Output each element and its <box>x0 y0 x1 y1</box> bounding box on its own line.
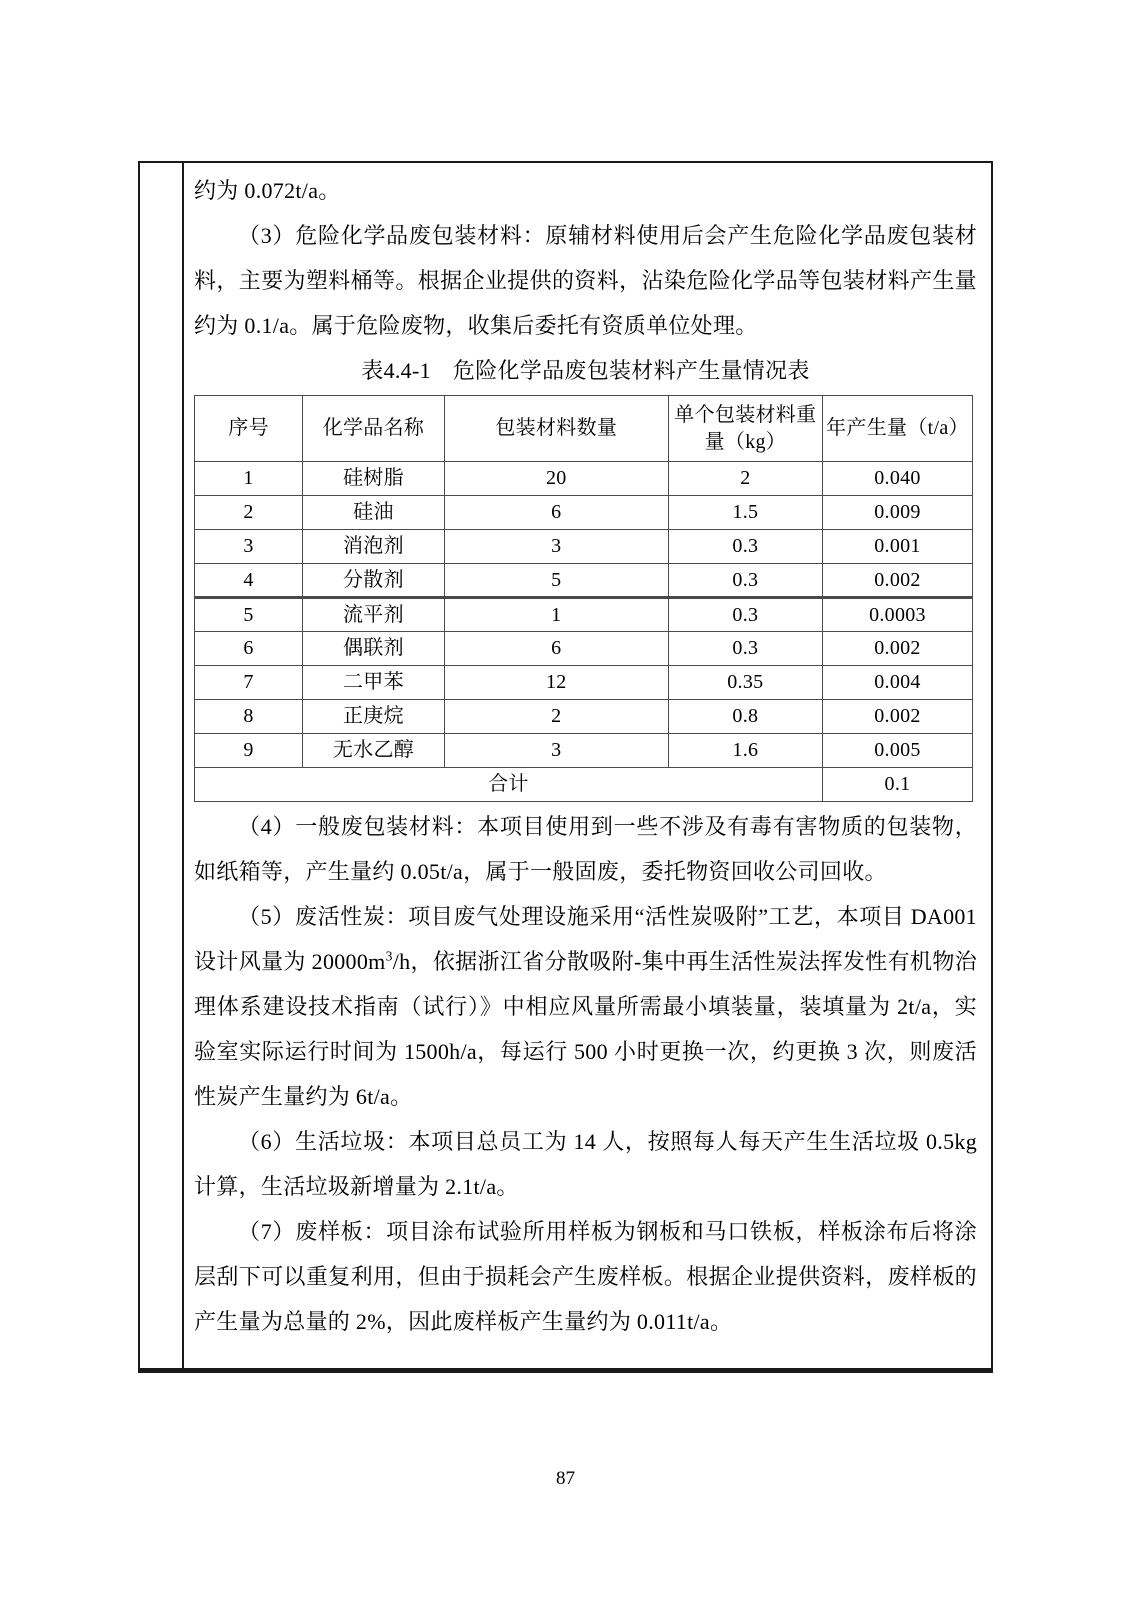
table-cell: 0.0003 <box>822 598 972 632</box>
paragraph-3: （3）危险化学品废包装材料：原辅材料使用后会产生危险化学品废包装材料，主要为塑料桶等。根据企业提供的资料，沾染危险化学品等包装材料产生量约为 0.1/a。属于危险废物，收集后委托有资质单位处理。 <box>194 223 977 338</box>
table-cell: 0.002 <box>822 564 972 598</box>
paragraph-4: （4）一般废包装材料：本项目使用到一些不涉及有毒有害物质的包装物，如纸箱等，产生量约 0.05t/a，属于一般固废，委托物资回收公司回收。 <box>194 814 977 884</box>
table-cell: 3 <box>444 734 668 768</box>
table-header-chemical-name: 化学品名称 <box>303 396 445 462</box>
paragraph-5 <box>194 894 977 1119</box>
table-cell: 0.3 <box>668 598 822 632</box>
document-border-box <box>138 161 993 1373</box>
table-cell: 6 <box>195 632 303 666</box>
table-cell: 2 <box>444 700 668 734</box>
table-row <box>195 734 973 768</box>
table-row <box>195 598 973 632</box>
table-total-row <box>195 768 973 802</box>
packaging-material-table <box>194 395 973 802</box>
table-cell: 5 <box>444 564 668 598</box>
table-caption-label: 表4.4-1 <box>361 358 431 383</box>
left-margin-column <box>140 163 184 1368</box>
table-cell: 3 <box>444 530 668 564</box>
table-cell: 6 <box>444 632 668 666</box>
table-cell: 0.3 <box>668 564 822 598</box>
table-header-unit-weight: 单个包装材料重量（kg） <box>668 396 822 462</box>
table-header-packaging-quantity: 包装材料数量 <box>444 396 668 462</box>
table-caption <box>194 348 977 393</box>
table-header-row <box>195 396 973 462</box>
paragraph-5-part2: /h，依据浙江省分散吸附-集中再生活性炭法挥发性有机物治理体系建设技术指南（试行）》中相应风量所需最小填装量，装填量为 2t/a，实验室实际运行时间为 1500h/a，每运行 500 小时更换一次，约更换 3 次，则废活性炭产生量约为 6t/a。 <box>194 949 978 1109</box>
paragraph-5-superscript: 3 <box>385 948 393 964</box>
document-content <box>184 163 991 1368</box>
table-cell: 9 <box>195 734 303 768</box>
table-cell: 0.004 <box>822 666 972 700</box>
table-cell: 5 <box>195 598 303 632</box>
page-number: 87 <box>556 1468 575 1489</box>
table-cell: 1 <box>195 462 303 496</box>
table-header-index: 序号 <box>195 396 303 462</box>
table-cell: 0.8 <box>668 700 822 734</box>
table-cell: 0.001 <box>822 530 972 564</box>
table-cell: 正庚烷 <box>303 700 445 734</box>
table-row <box>195 564 973 598</box>
table-cell: 流平剂 <box>303 598 445 632</box>
table-row <box>195 666 973 700</box>
table-cell: 0.040 <box>822 462 972 496</box>
paragraph-5-part1: （5）废活性炭：项目废气处理设施采用“活性炭吸附”工艺，本项目 DA001 设计风量为 20000m <box>194 904 977 974</box>
table-cell: 0.3 <box>668 530 822 564</box>
table-cell: 硅油 <box>303 496 445 530</box>
table-cell: 0.009 <box>822 496 972 530</box>
table-cell: 无水乙醇 <box>303 734 445 768</box>
table-cell: 偶联剂 <box>303 632 445 666</box>
paragraph-continuation: 约为 0.072t/a。 <box>194 178 341 203</box>
table-cell: 0.005 <box>822 734 972 768</box>
paragraph-7: （7）废样板：项目涂布试验所用样板为钢板和马口铁板，样板涂布后将涂层刮下可以重复利用，但由于损耗会产生废样板。根据企业提供资料，废样板的产生量为总量的 2%，因此废样板产生量约为 0.011t/a。 <box>194 1219 977 1334</box>
paragraph-6: （6）生活垃圾：本项目总员工为 14 人，按照每人每天产生生活垃圾 0.5kg 计算，生活垃圾新增量为 2.1t/a。 <box>194 1129 977 1199</box>
table-cell: 7 <box>195 666 303 700</box>
table-cell: 0.002 <box>822 700 972 734</box>
table-caption-title: 危险化学品废包装材料产生量情况表 <box>452 358 810 383</box>
table-cell: 二甲苯 <box>303 666 445 700</box>
table-row <box>195 496 973 530</box>
table-cell: 0.3 <box>668 632 822 666</box>
table-cell: 消泡剂 <box>303 530 445 564</box>
table-cell: 3 <box>195 530 303 564</box>
table-row <box>195 530 973 564</box>
table-cell: 20 <box>444 462 668 496</box>
table-cell: 2 <box>668 462 822 496</box>
table-total-label: 合计 <box>195 768 823 802</box>
table-cell: 分散剂 <box>303 564 445 598</box>
table-row <box>195 700 973 734</box>
table-cell: 1.5 <box>668 496 822 530</box>
table-cell: 2 <box>195 496 303 530</box>
table-cell: 硅树脂 <box>303 462 445 496</box>
table-total-value: 0.1 <box>822 768 972 802</box>
table-header-annual-output: 年产生量（t/a） <box>822 396 972 462</box>
table-cell: 6 <box>444 496 668 530</box>
table-cell: 0.35 <box>668 666 822 700</box>
table-cell: 8 <box>195 700 303 734</box>
table-cell: 4 <box>195 564 303 598</box>
table-cell: 12 <box>444 666 668 700</box>
table-cell: 1 <box>444 598 668 632</box>
table-row <box>195 632 973 666</box>
table-cell: 1.6 <box>668 734 822 768</box>
table-cell: 0.002 <box>822 632 972 666</box>
table-row <box>195 462 973 496</box>
